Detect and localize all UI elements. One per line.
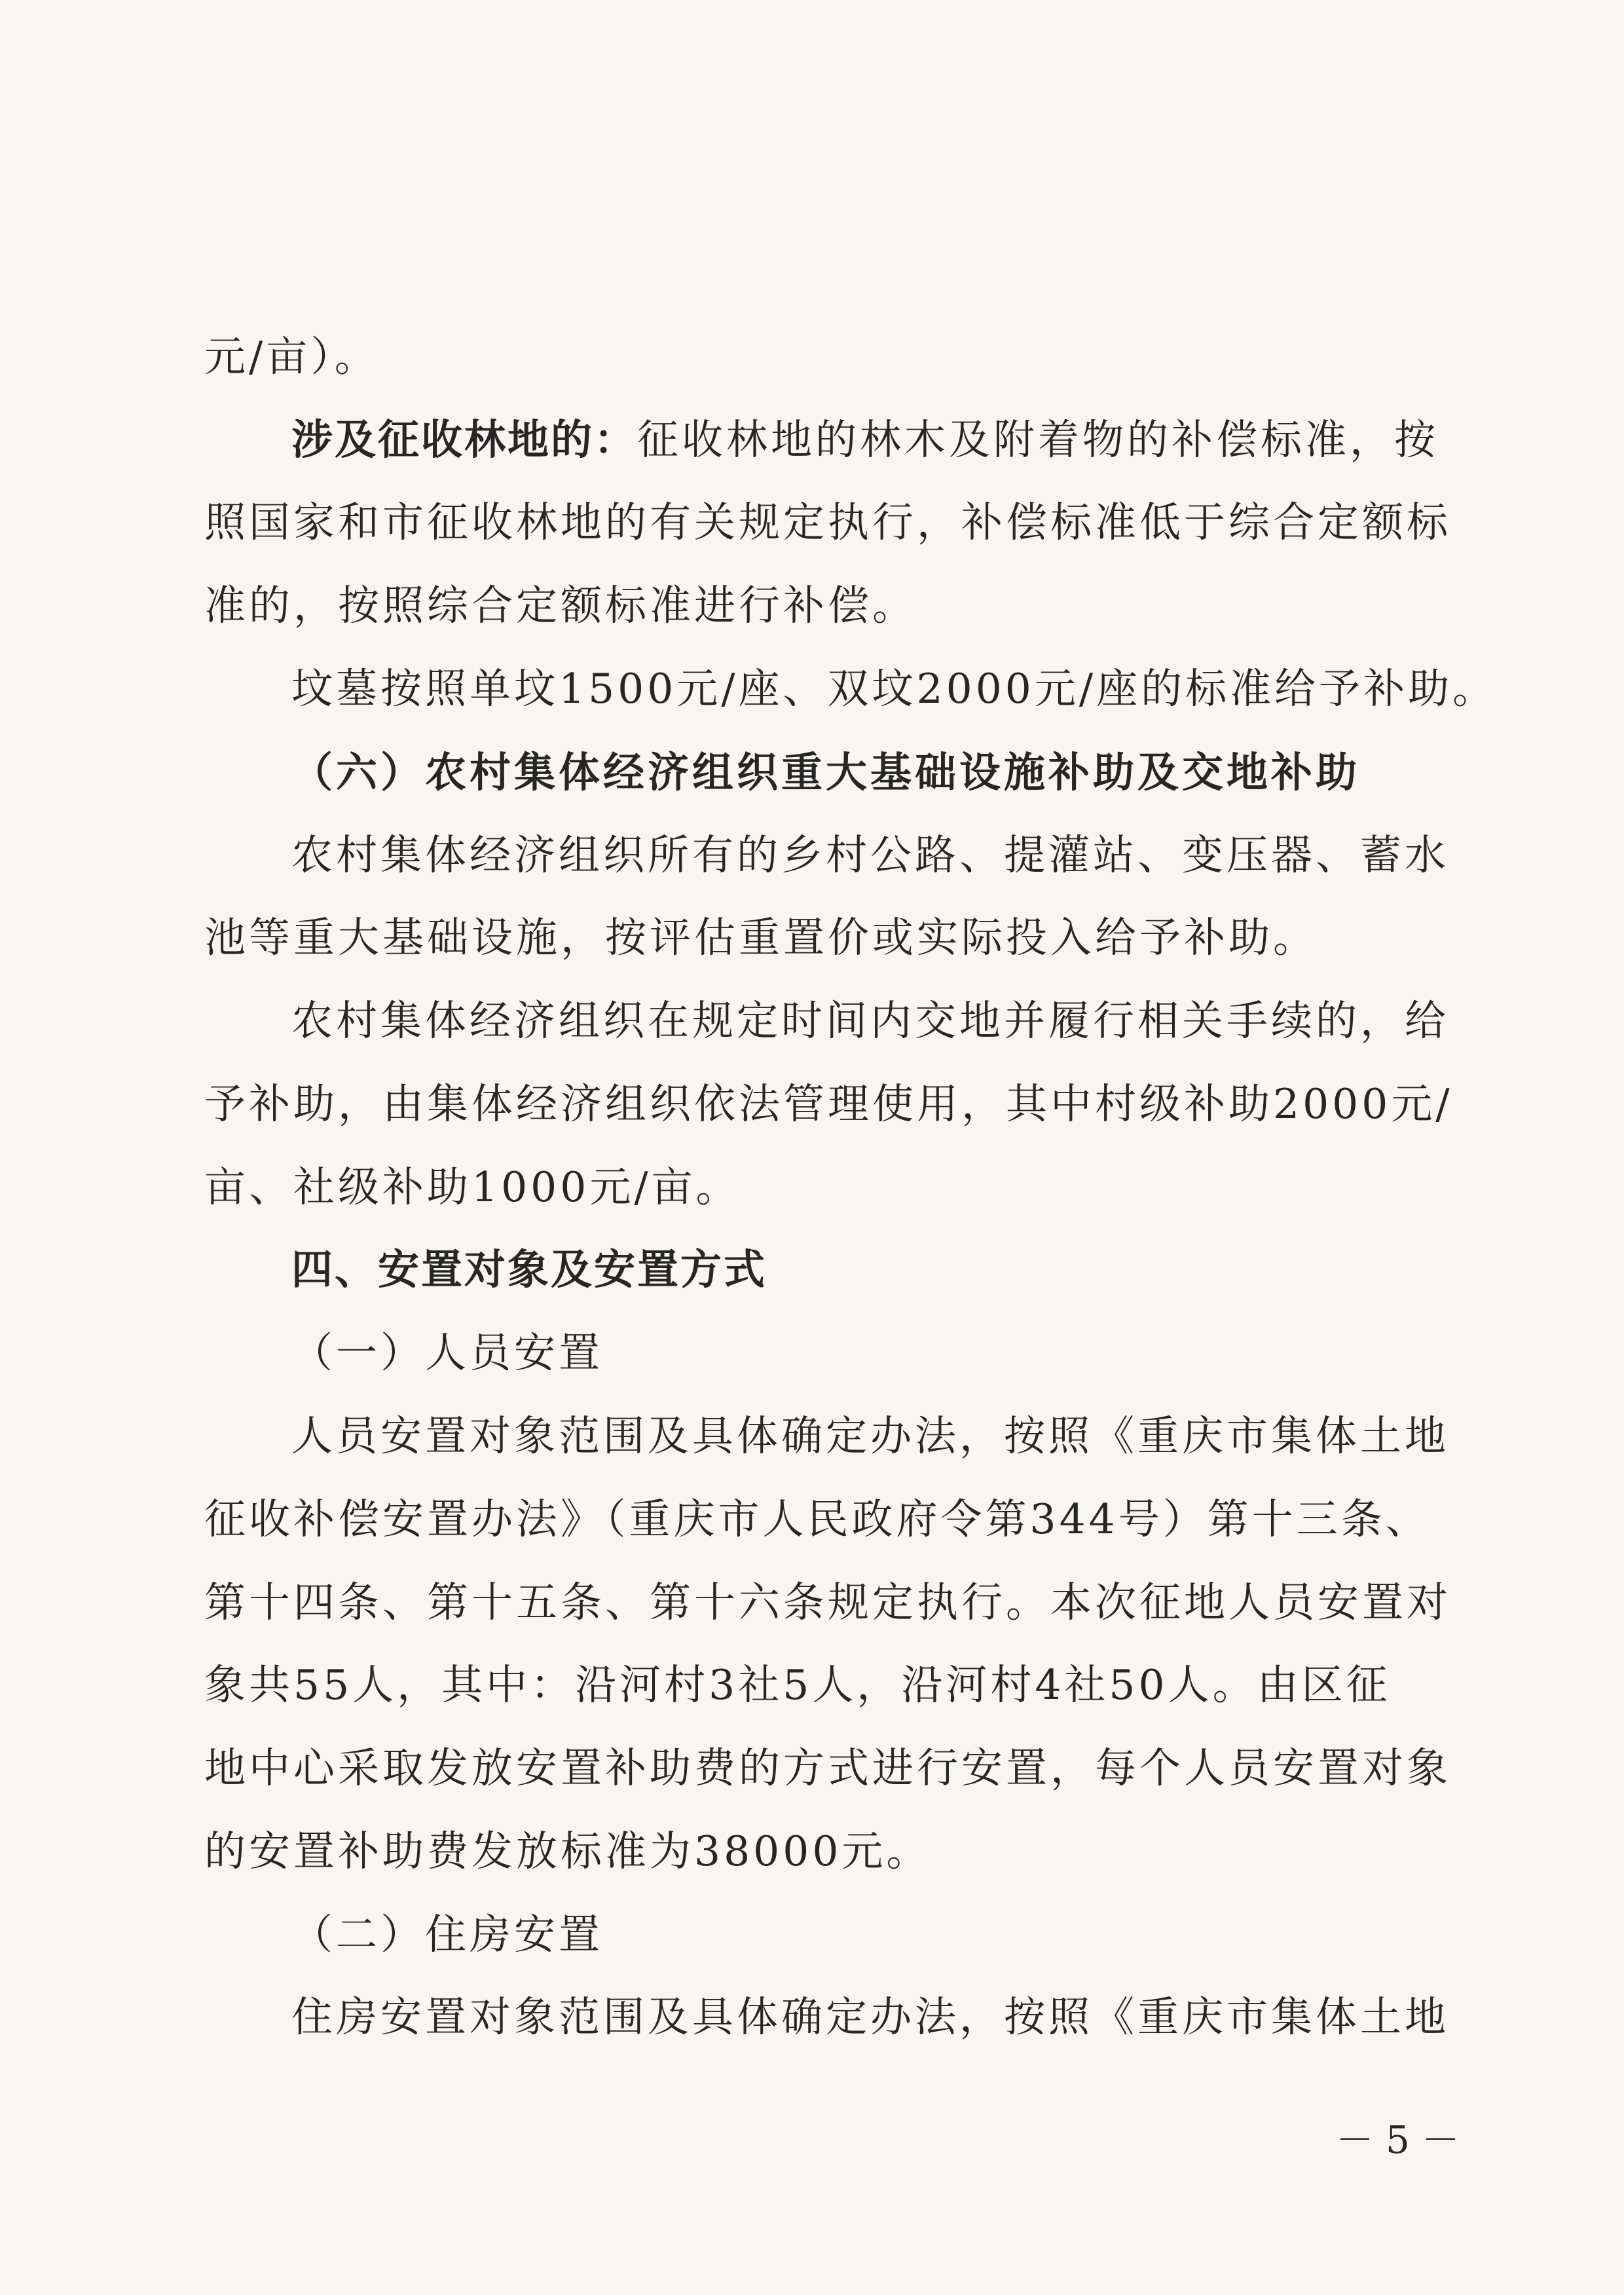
- subsection-heading: （二）住房安置: [291, 1911, 603, 1958]
- text-line: 池等重大基础设施，按评估重置价或实际投入给予补助。: [204, 914, 1318, 961]
- text-line: 地中心采取发放安置补助费的方式进行安置，每个人员安置对象: [204, 1744, 1451, 1792]
- text-line: 征收补偿安置办法》（重庆市人民政府令第344号）第十三条、: [204, 1495, 1430, 1543]
- subsection-heading: （一）人员安置: [291, 1329, 603, 1377]
- section-heading: （六）农村集体经济组织重大基础设施补助及交地补助: [291, 748, 1360, 796]
- forest-text: 征收林地的林木及附着物的补偿标准，按: [637, 416, 1439, 464]
- text-line: 住房安置对象范围及具体确定办法，按照《重庆市集体土地: [291, 1993, 1449, 2041]
- text-line: 农村集体经济组织在规定时间内交地并履行相关手续的，给: [291, 997, 1449, 1045]
- section-heading: 四、安置对象及安置方式: [291, 1246, 767, 1294]
- text-line: 亩、社级补助1000元/亩。: [204, 1163, 741, 1211]
- text-line: 人员安置对象范围及具体确定办法，按照《重庆市集体土地: [291, 1412, 1449, 1460]
- text-line: 坟墓按照单坟1500元/座、双坟2000元/座的标准给予补助。: [291, 665, 1498, 713]
- text-line: 予补助，由集体经济组织依法管理使用，其中村级补助2000元/: [204, 1080, 1453, 1128]
- forest-heading: 涉及征收林地的：: [291, 416, 637, 464]
- text-line: 照国家和市征收林地的有关规定执行，补偿标准低于综合定额标: [204, 498, 1451, 546]
- text-line: 第十四条、第十五条、第十六条规定执行。本次征地人员安置对: [204, 1578, 1451, 1626]
- text-line: 元/亩）。: [204, 333, 379, 381]
- page-number: －5－: [1336, 2118, 1471, 2162]
- text-line: 的安置补助费发放标准为38000元。: [204, 1827, 931, 1875]
- text-line: 准的，按照综合定额标准进行补偿。: [204, 582, 917, 629]
- text-line: 象共55人，其中：沿河村3社5人，沿河村4社50人。由区征: [204, 1661, 1391, 1709]
- text-line: [291, 414, 1439, 466]
- text-line: 农村集体经济组织所有的乡村公路、提灌站、变压器、蓄水: [291, 831, 1449, 879]
